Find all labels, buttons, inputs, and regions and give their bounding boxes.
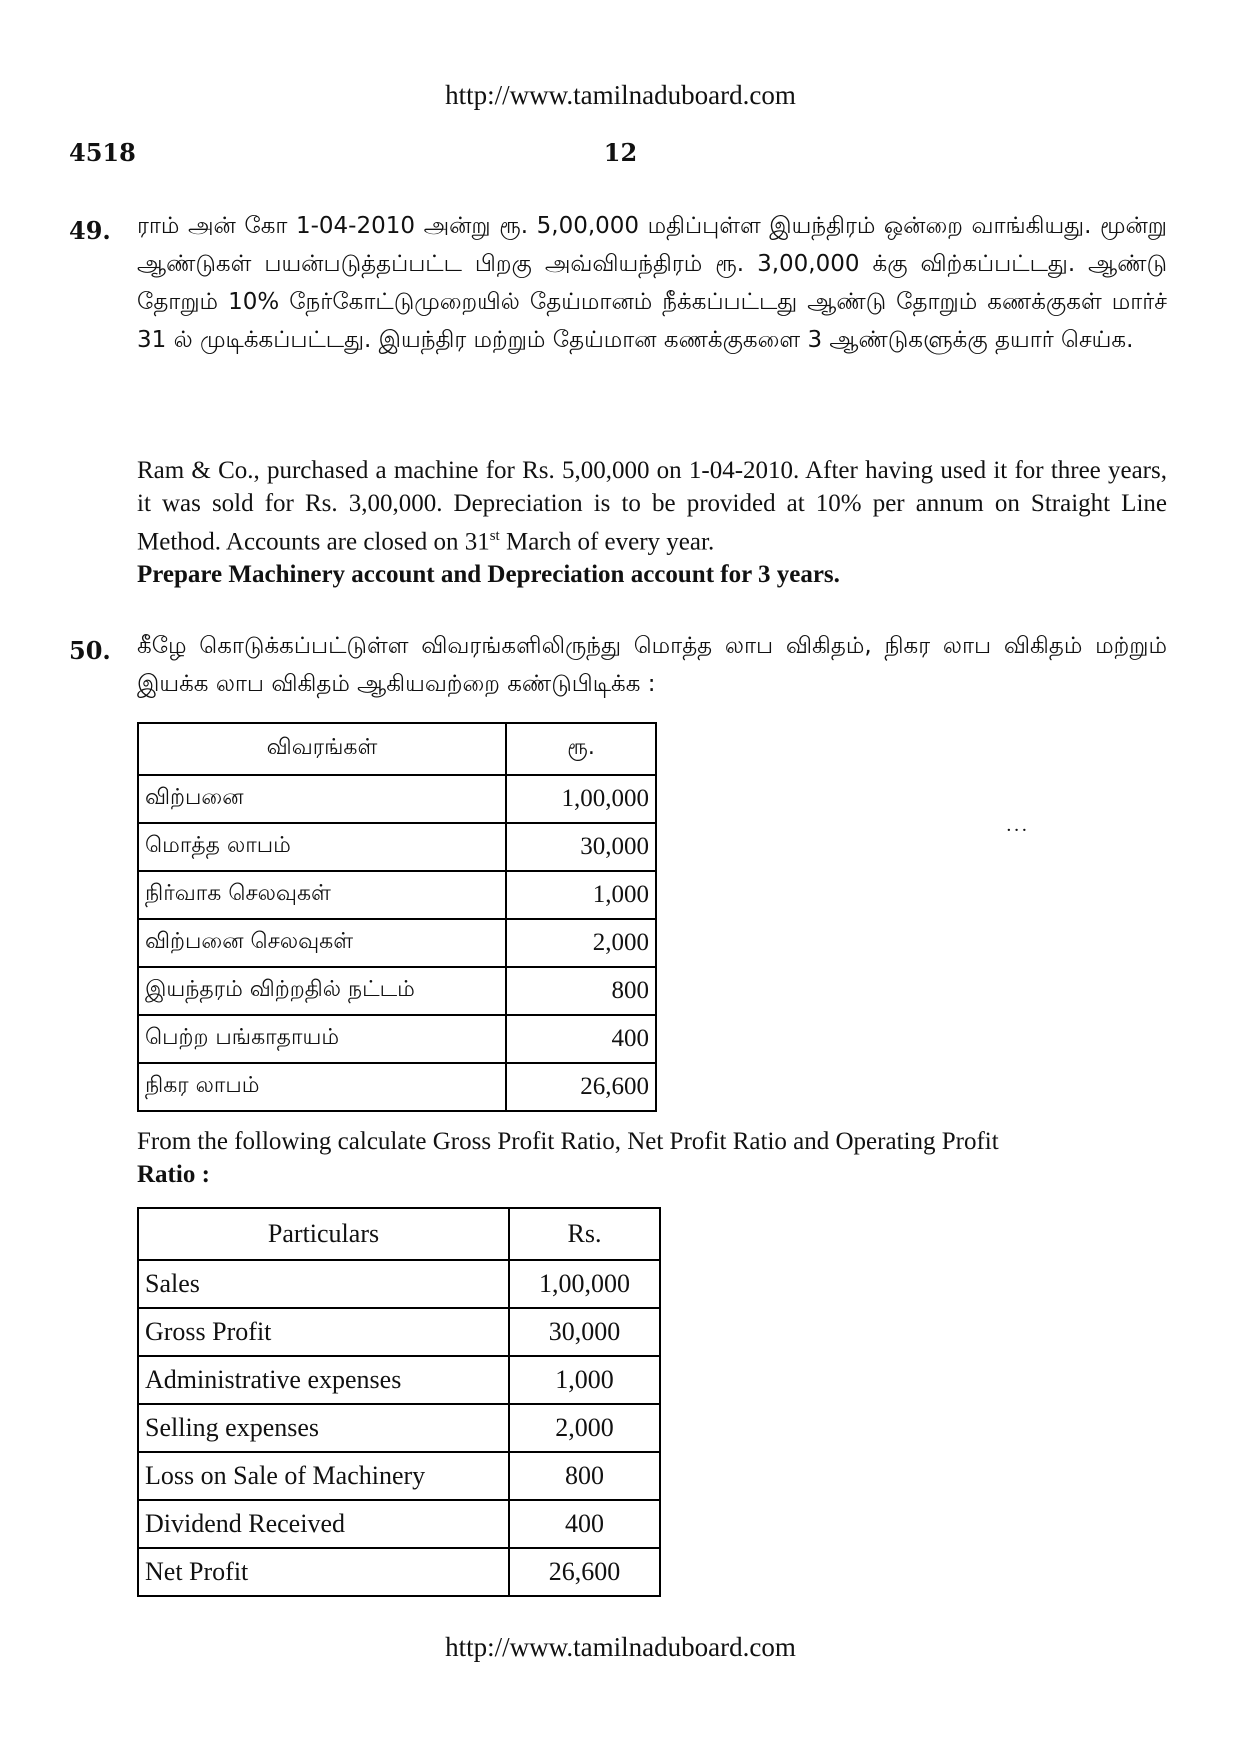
table-cell-value: 800 <box>506 967 656 1015</box>
table-cell-label: Sales <box>138 1260 509 1308</box>
table-header-row <box>138 1208 660 1260</box>
table-cell-label: Gross Profit <box>138 1308 509 1356</box>
table-cell-value: 1,00,000 <box>509 1260 660 1308</box>
table-cell-label: Administrative expenses <box>138 1356 509 1404</box>
table-row <box>138 1452 660 1500</box>
table-row <box>138 1356 660 1404</box>
table-cell-label: விற்பனை <box>138 775 506 823</box>
q49-english-part1: Ram & Co., purchased a machine for Rs. 5,00,000 on 1-04-2010. After having used it for three years, it was sold for Rs. 3,00,000. Depreciation is to be provided at 10% per annum on Straight Line Method. Accounts are closed on 31 <box>137 457 1167 556</box>
table-cell-label: இயந்தரம் விற்றதில் நட்டம் <box>138 967 506 1015</box>
table-header-amount: ரூ. <box>506 723 656 775</box>
question-50-number: 50. <box>69 636 111 665</box>
table-cell-value: 1,00,000 <box>506 775 656 823</box>
table-cell-label: Loss on Sale of Machinery <box>138 1452 509 1500</box>
table-header-particulars: விவரங்கள் <box>138 723 506 775</box>
table-cell-value: 400 <box>509 1500 660 1548</box>
table-cell-label: நிகர லாபம் <box>138 1063 506 1111</box>
table-row <box>138 1308 660 1356</box>
table-cell-label: Net Profit <box>138 1548 509 1596</box>
paper-code: 4518 <box>69 138 136 167</box>
table-row <box>138 823 656 871</box>
table-cell-value: 2,000 <box>506 919 656 967</box>
table-header-particulars: Particulars <box>138 1208 509 1260</box>
table-header-amount: Rs. <box>509 1208 660 1260</box>
question-49-tamil-text: ராம் அன் கோ 1-04-2010 அன்று ரூ. 5,00,000 மதிப்புள்ள இயந்திரம் ஒன்றை வாங்கியது. மூன்று ஆண்டுகள் பயன்படுத்தப்பட்ட பிறகு அவ்வியந்திரம் ரூ. 3,00,000 க்கு விற்கப்பட்டது. ஆண்டு தோறும் 10% நேர்கோட்டுமுறையில் தேய்மானம் நீக்கப்பட்டது ஆண்டு தோறும் கணக்குகள் மார்ச் 31 ல் முடிக்கப்பட்டது. இயந்திர மற்றும் தேய்மான கணக்குகளை 3 ஆண்டுகளுக்கு தயார் செய்க. <box>137 213 1167 353</box>
page-number: 12 <box>603 138 638 167</box>
q49-english-part2: March of every year. <box>499 528 715 556</box>
table-row <box>138 1063 656 1111</box>
question-49-english-text <box>137 454 1167 591</box>
table-row <box>138 967 656 1015</box>
q50-english-line1: From the following calculate Gross Profit Ratio, Net Profit Ratio and Operating Profit <box>137 1128 999 1155</box>
table-row <box>138 775 656 823</box>
header-url: http://www.tamilnaduboard.com <box>445 80 796 110</box>
table-cell-label: மொத்த லாபம் <box>138 823 506 871</box>
q49-english-instruction: Prepare Machinery account and Depreciation account for 3 years. <box>137 561 840 589</box>
table-cell-value: 400 <box>506 1015 656 1063</box>
table-header-row <box>138 723 656 775</box>
question-50-english-text <box>137 1125 1167 1191</box>
table-cell-value: 26,600 <box>509 1548 660 1596</box>
table-cell-value: 30,000 <box>509 1308 660 1356</box>
english-data-table <box>137 1207 661 1597</box>
table-cell-value: 1,000 <box>506 871 656 919</box>
table-row <box>138 1260 660 1308</box>
table-cell-value: 1,000 <box>509 1356 660 1404</box>
table-cell-value: 30,000 <box>506 823 656 871</box>
table-cell-value: 26,600 <box>506 1063 656 1111</box>
table-cell-label: நிர்வாக செலவுகள் <box>138 871 506 919</box>
stray-dots-mark: ··· <box>1006 820 1030 841</box>
question-49-number: 49. <box>69 216 111 245</box>
question-50-tamil-text: கீழே கொடுக்கப்பட்டுள்ள விவரங்களிலிருந்து மொத்த லாப விகிதம், நிகர லாப விகிதம் மற்றும் இயக்க லாப விகிதம் ஆகியவற்றை கண்டுபிடிக்க : <box>137 633 1167 697</box>
footer-url: http://www.tamilnaduboard.com <box>445 1632 796 1662</box>
table-row <box>138 871 656 919</box>
table-row <box>138 1500 660 1548</box>
table-cell-label: Dividend Received <box>138 1500 509 1548</box>
table-cell-label: விற்பனை செலவுகள் <box>138 919 506 967</box>
table-row <box>138 1015 656 1063</box>
table-cell-label: பெற்ற பங்காதாயம் <box>138 1015 506 1063</box>
q49-english-superscript: st <box>489 528 500 544</box>
table-cell-value: 2,000 <box>509 1404 660 1452</box>
table-row <box>138 1548 660 1596</box>
table-cell-value: 800 <box>509 1452 660 1500</box>
table-row <box>138 1404 660 1452</box>
tamil-data-table <box>137 722 657 1112</box>
q50-english-bold: Ratio : <box>137 1161 210 1188</box>
table-cell-label: Selling expenses <box>138 1404 509 1452</box>
table-row <box>138 919 656 967</box>
